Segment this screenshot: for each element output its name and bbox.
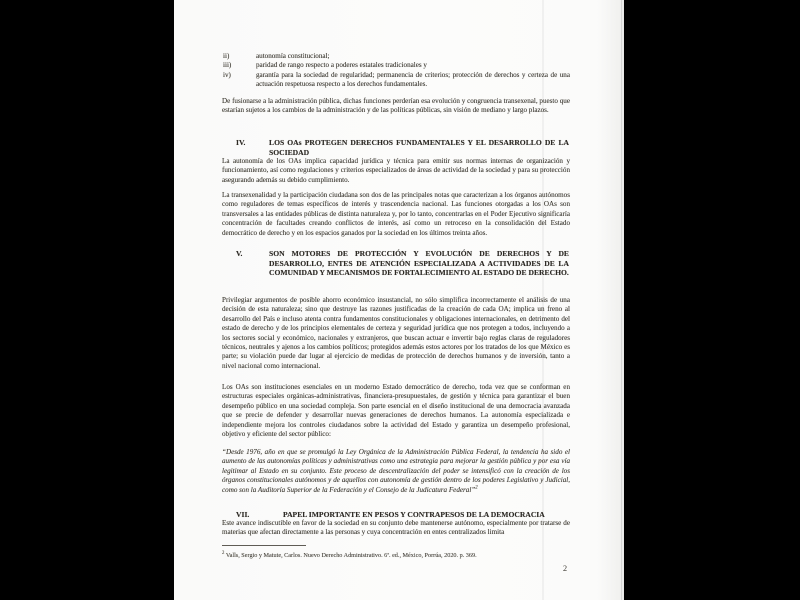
heading-title: LOS OAs PROTEGEN DERECHOS FUNDAMENTALES Y EL DESARROLLO DE LA SOCIEDAD <box>269 138 569 157</box>
page-edge-shadow <box>621 0 622 600</box>
paragraph-autonomia: La autonomía de los OAs implica capacidad jurídica y técnica para emitir sus normas internas de organización y funcionamiento, así como regulaciones y criterios especializados de áreas de actividad de la sociedad y para su protección asegurando además su debido cumplimiento. <box>222 157 570 184</box>
list-item-label: iii) <box>223 61 232 70</box>
section-heading-v <box>236 249 569 278</box>
footnote-text: Valls, Sergio y Matute, Carlos. Nuevo Derecho Administrativo. 6ª. ed., México, Porrúa, 2020. p. 369. <box>224 552 477 559</box>
footnote <box>222 552 570 560</box>
heading-title: PAPEL IMPORTANTE EN PESOS Y CONTRAPESOS DE LA DEMOCRACIA <box>283 510 545 519</box>
paragraph-los-oas: Los OAs son instituciones esenciales en un moderno Estado democrático de derecho, toda vez que se conforman en estructuras especiales orgánicas-administrativas, financiera-presupuestales, de gestión y técnica para garantizar el buen desempeño público en una sociedad compleja. Son parte esencial en el diseño institucional de una democracia avanzada que se precie de defender y desarrollar nuevas generaciones de derechos humanos. La autonomía especializada e independiente mejora los controles ciudadanos sobre la actividad del Estado y garantiza un desempeño profesional, objetivo y eficiente del sector público: <box>222 383 570 439</box>
paragraph-privilegiar: Privilegiar argumentos de posible ahorro económico insustancial, no sólo simplifica incorrectamente el análisis de una decisión de esta naturaleza; sino que destruye las razones justificadas de la creación de cada OA; implica un freno al desarrollo del País e incluso atenta contra fundamentos constitucionales y obligaciones internacionales, en detrimento del estado de derecho y de los principios elementales de certeza y seguridad jurídica que nos protegen a todos, incluyendo a los sectores social y económico, nacionales y extranjeros, que buscan actuar e invertir bajo reglas claras de reguladores técnicos, neutrales y ajenos a los cambios políticos; protegidos además estos actores por los tratados de los que México es parte; su violación puede dar lugar al ejercicio de medidas de protección de derechos humanos y de inversión, tanto a nivel nacional como internacional. <box>222 296 570 370</box>
heading-number: V. <box>236 249 243 258</box>
quote-footnote-ref: 2 <box>475 485 478 491</box>
paragraph-transexenalidad: La transexenalidad y la participación ciudadana son dos de las principales notas que caracterizan a los órganos autónomos como reguladores de temas específicos de interés y trascendencia nacional. Las funciones otorgadas a los OAs son transversales a las entidades públicas de distinta naturaleza y, por lo tanto, concentrarlas en el Poder Ejecutivo significaría concentración de facultades creando conflictos de interés, así como un retroceso en la consolidación del Estado democrático de derecho y en los espacios ganados por la sociedad en los últimos treinta años. <box>222 191 570 237</box>
list-item <box>223 61 570 70</box>
block-quote <box>222 448 570 495</box>
quote-text: “Desde 1976, año en que se promulgó la Ley Orgánica de la Administración Pública Federal, la tendencia ha sido el aumento de las autonomías políticas y administrativas como una estrategia para mejorar la gestión pública y por esa vía legitimar al Estado en su conjunto. Este proceso de descentralización del poder se intensificó con la creación de los órganos constitucionales autónomos y de aquellos con autonomía de gestión dentro de los poderes Legislativo y Judicial, como son la Auditoría Superior de la Federación y el Consejo de la Judicatura Federal” <box>222 448 570 494</box>
heading-number: IV. <box>236 138 246 147</box>
document-page <box>174 0 624 600</box>
paragraph-fusion: De fusionarse a la administración pública, dichas funciones perderían esa evolución y congruencia transexenal, puesto que estarían sujetos a los cambios de la administración y de las políticas públicas, sin visión de mediano y largo plazos. <box>222 97 570 115</box>
section-heading-iv <box>236 138 569 157</box>
list-item-label: ii) <box>223 52 230 60</box>
list-item-label: iv) <box>223 70 231 79</box>
list-item-text: paridad de rango respecto a poderes estatales tradicionales y <box>256 61 427 70</box>
footnote-marker: 2 <box>222 550 225 556</box>
list-item <box>223 52 570 61</box>
roman-numeral-list <box>222 52 570 90</box>
list-item-text: garantía para la sociedad de regularidad; permanencia de criterios; protección de derechos y certeza de una actuación respetuosa respecto a los derechos fundamentales. <box>256 70 570 89</box>
heading-number: VII. <box>236 510 250 519</box>
page-number: 2 <box>563 564 568 573</box>
heading-title: SON MOTORES DE PROTECCIÓN Y EVOLUCIÓN DE DERECHOS Y DE DESARROLLO, ENTES DE ATENCIÓN ESPECIALIZADA A ACTIVIDADES DE LA COMUNIDAD Y MECANISMOS DE FORTALECIMIENTO AL ESTADO DE DERECHO. <box>269 249 569 277</box>
paragraph-avance: Este avance indiscutible en favor de la sociedad en su conjunto debe mantenerse autónomo, especialmente por tratarse de materias que afectan directamente a las personas y cuya concentración en entes centralizados limita <box>222 519 570 537</box>
footnote-divider <box>222 545 306 546</box>
list-item-text: autonomía constitucional; <box>256 52 330 60</box>
list-item <box>223 71 570 90</box>
